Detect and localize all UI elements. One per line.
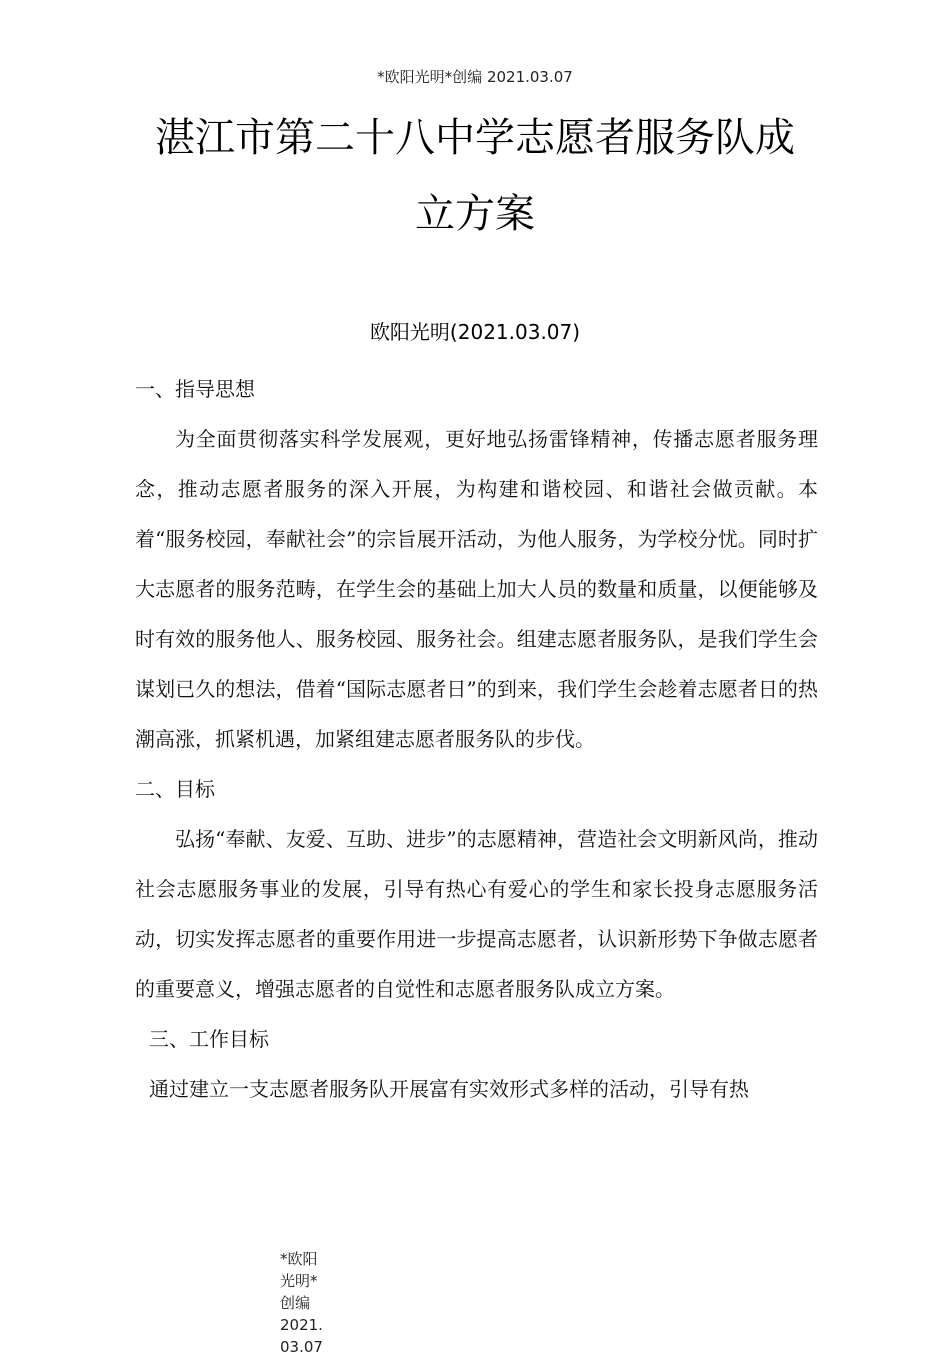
header-note: *欧阳光明*创编 2021.03.07 <box>377 68 573 86</box>
section-paragraph-guiding-thought: 为全面贯彻落实科学发展观，更好地弘扬雷锋精神，传播志愿者服务理念，推动志愿者服务的深入开展，为构建和谐校园、和谐社会做贡献。本着“服务校园，奉献社会”的宗旨展开活动，为他人服务，为学校分忧。同时扩大志愿者的服务范畴，在学生会的基础上加大人员的数量和质量，以便能够及时有效的服务他人、服务校园、服务社会。组建志愿者服务队，是我们学生会谋划已久的想法，借着“国际志愿者日”的到来，我们学生会趁着志愿者日的热潮高涨，抓紧机遇，加紧组建志愿者服务队的步伐。 <box>135 427 818 751</box>
title-line-2: 立方案 <box>415 191 535 237</box>
author-line: 欧阳光明(2021.03.07) <box>369 320 581 344</box>
section-paragraph-work-goal: 通过建立一支志愿者服务队开展富有实效形式多样的活动，引导有热 <box>149 1077 749 1101</box>
document-body <box>135 364 818 1114</box>
document-title <box>120 100 830 252</box>
title-line-1: 湛江市第二十八中学志愿者服务队成 <box>155 115 795 161</box>
footer-note: *欧阳光明*创编 2021.03.07 <box>280 1250 323 1356</box>
section-paragraph-goal: 弘扬“奉献、友爱、互助、进步”的志愿精神，营造社会文明新风尚，推动社会志愿服务事业的发展，引导有热心有爱心的学生和家长投身志愿服务活动，切实发挥志愿者的重要作用进一步提高志愿者，认识新形势下争做志愿者的重要意义，增强志愿者的自觉性和志愿者服务队成立方案。 <box>135 827 818 1001</box>
section-heading-goal: 二、目标 <box>135 777 215 801</box>
section-heading-guiding-thought: 一、指导思想 <box>135 377 255 401</box>
section-heading-work-goal: 三、工作目标 <box>149 1027 269 1051</box>
